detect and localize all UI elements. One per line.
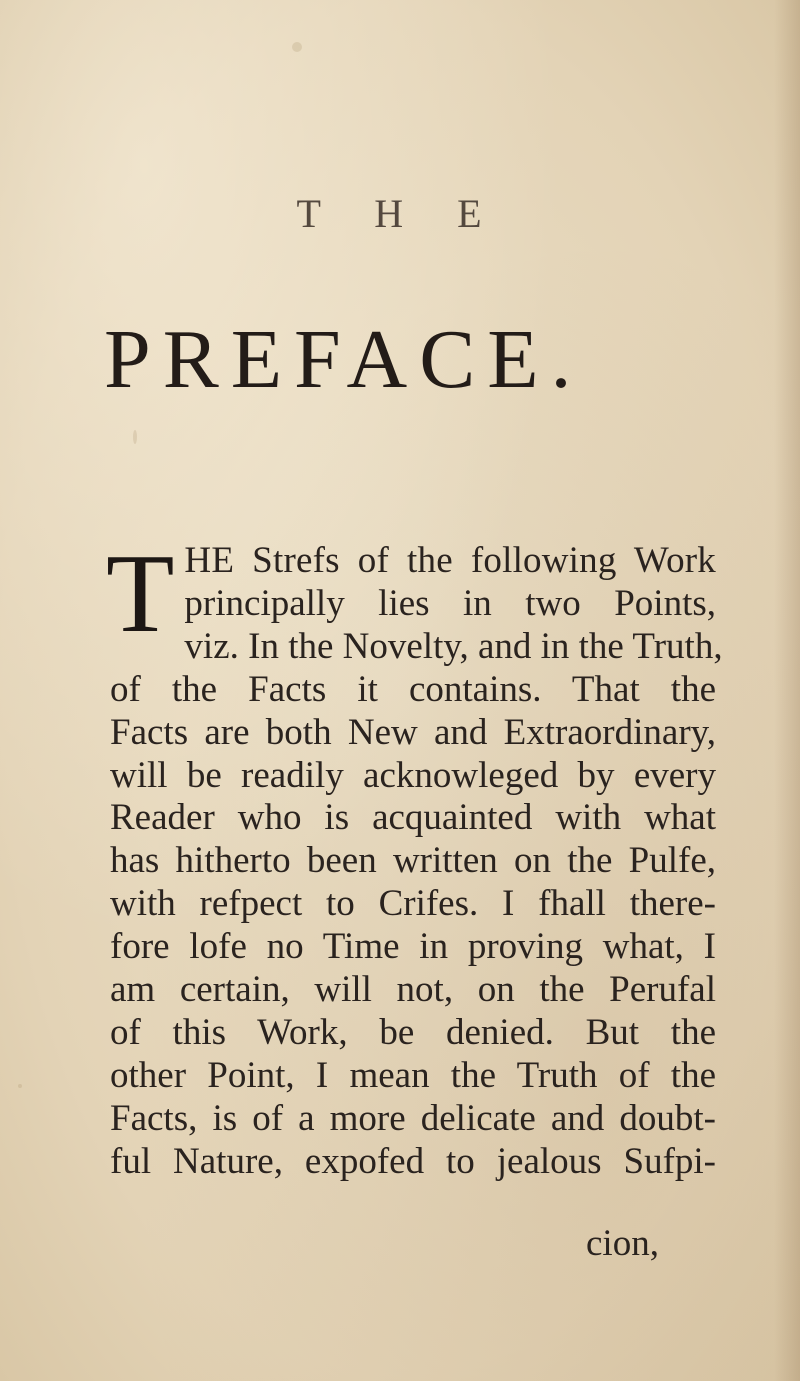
- page-title: PREFACE.: [104, 313, 584, 406]
- foxing-spot: [18, 1084, 22, 1088]
- text-line: with refpect to Crifes. I fhall there-: [110, 883, 716, 925]
- text-line: Reader who is acquainted with what: [110, 797, 716, 839]
- text-line: of this Work, be denied. But the: [110, 1011, 716, 1053]
- text-line: viz. In the Novelty, and in the Truth,: [184, 625, 723, 667]
- text-line: Facts, is of a more delicate and doubt-: [110, 1097, 716, 1139]
- preface-body: [106, 532, 723, 1184]
- text-line: of the Facts it contains. That the: [110, 668, 716, 710]
- text-line: has hitherto been written on the Pulfe,: [110, 840, 716, 882]
- text-line: fore lofe no Time in proving what, I: [110, 926, 716, 968]
- text-line: ful Nature, expofed to jealous Sufpi-: [110, 1140, 716, 1182]
- catchword: cion,: [586, 1223, 659, 1264]
- heading-the: T H E: [296, 191, 504, 236]
- text-line: Facts are both New and Extraordinary,: [110, 711, 716, 753]
- text-line: principally lies in two Points,: [184, 582, 716, 624]
- text-line: other Point, I mean the Truth of the: [110, 1054, 716, 1096]
- drop-cap: T: [106, 532, 175, 656]
- foxing-spot: [133, 430, 137, 444]
- text-line: will be readily acknowleged by every: [110, 754, 716, 796]
- text-line: HE Strefs of the following Work: [184, 540, 716, 581]
- foxing-spot: [292, 42, 302, 52]
- text-line: am certain, will not, on the Perufal: [110, 969, 716, 1011]
